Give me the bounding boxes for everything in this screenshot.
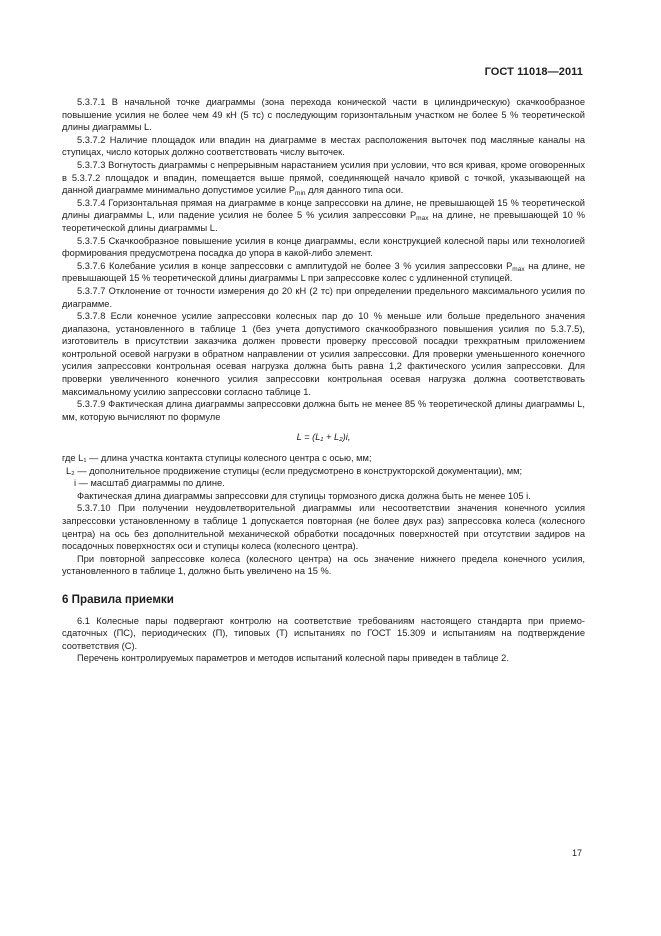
subscript-min: min <box>295 190 306 198</box>
paragraph-5-3-7-2: 5.3.7.2 Наличие площадок или впадин на диаграмме в местах расположения выточек под масляные каналы на ступицах, число которых должно соответствовать числу выточек. <box>62 134 585 158</box>
paragraph-5-3-7-8: 5.3.7.8 Если конечное усилие запрессовки колесных пар до 10 % меньше или больше предельного значения диапазона, установленного в таблице 1 (без учета допустимого скачкообразного повышения усилия по 5.3.7.5), изготовитель в присутствии заказчика должен провести проверку прессовой посадки трехкратным приложением контрольной осевой нагрузки в обратном направлении от усилия запрессовки. Для проверки уменьшенного конечного усилия запрессовки контрольная осевая нагрузка должна быть равна 1,2 фактического усилия запрессовки. Для проверки увеличенного конечного усилия запрессовки контрольная осевая нагрузка должна соответствовать максимальному усилию запрессовки согласно таблице 1. <box>62 311 585 397</box>
definition-text: дополнительное продвижение ступицы (если предусмотрено в конструкторской документации), мм; <box>89 465 523 476</box>
paragraph-text: 5.3.7.6 Колебание усилия в конце запрессовки с амплитудой не более 3 % усилия запрессовки P <box>77 260 513 271</box>
definition-label: L₂ — <box>66 465 90 476</box>
section-6-heading: 6 Правила приемки <box>62 592 174 606</box>
page-content <box>62 96 585 665</box>
length-formula: L = (L₁ + L₂)i, <box>296 432 351 443</box>
paragraph-text: для данного типа оси. <box>305 185 404 196</box>
subscript-max: max <box>416 215 429 223</box>
definition-l2 <box>62 465 585 478</box>
definition-l1 <box>62 452 585 465</box>
definition-label: где L₁ — <box>62 453 101 464</box>
paragraph-5-3-7-6 <box>62 260 585 285</box>
paragraph-text: 5.3.7.4 Горизонтальная прямая на диаграмме в конце запрессовки на длине, не превышающей 15 % теоретической длины диаграммы L, или падение усилия не более 5 % усилия запрессовки P <box>62 197 585 221</box>
definition-text: длина участка контакта ступицы колесного центра с осью, мм; <box>100 453 372 464</box>
paragraph-5-3-7-4 <box>62 197 585 235</box>
paragraph-text: на длине, не превышающей 10 % теоретической длины диаграммы L. <box>62 210 586 233</box>
paragraph-table-2-ref: Перечень контролируемых параметров и методов испытаний колесной пары приведен в таблице 2. <box>77 653 509 664</box>
paragraph-6-1: 6.1 Колесные пары подвергают контролю на соответствие требованиям настоящего стандарта при приемо-сдаточных (ПС), периодических (П), типовых (Т) испытаниях по ГОСТ 15.309 и испытаниям на подтверждение соответствия (С). <box>62 615 585 651</box>
paragraph-5-3-7-10: 5.3.7.10 При получении неудовлетворительной диаграммы или несоответствии значения конечного усилия запрессовки установленному в таблице 1 допускается повторная (не более двух раз) запрессовка колеса (колесного центра) на ось без дополнительной механической обработки посадочных поверхностей при отсутствии задиров на посадочных поверхностях оси и ступицы колеса (колесного центра). <box>62 503 585 552</box>
definition-label: i — <box>74 478 91 489</box>
paragraph-5-3-7-3 <box>62 159 585 197</box>
paragraph-5-3-7-1: 5.3.7.1 В начальной точке диаграммы (зона перехода конической части в цилиндрическую) скачкообразное повышение усилия не более чем 49 кН (5 тс) с последующим горизонтальным участком не более 5 % теоретической длины диаграммы L. <box>62 97 585 133</box>
definition-text: масштаб диаграммы по длине. <box>90 478 225 489</box>
paragraph-5-3-7-9: 5.3.7.9 Фактическая длина диаграммы запрессовки должна быть не менее 85 % теоретической длины диаграммы L, мм, которую вычисляют по формуле <box>62 399 585 422</box>
document-code-header: ГОСТ 11018—2011 <box>484 66 583 78</box>
paragraph-brake-disc: Фактическая длина диаграммы запрессовки для ступицы тормозного диска должна быть не менее 105 i. <box>77 490 531 501</box>
subscript-max: max <box>512 265 525 273</box>
page-number: 17 <box>571 848 582 858</box>
paragraph-text: 5.3.7.3 Вогнутость диаграммы с непрерывным нарастанием усилия при условии, что вся кривая, кроме оговоренных в 5.3.7.2 площадок и впадин, помещается выше прямой, соединяющей начало кривой с точкой, указывающей на данной диаграмме минимально допустимое усилие P <box>62 159 585 196</box>
paragraph-5-3-7-7: 5.3.7.7 Отклонение от точности измерения до 20 кН (2 тс) при определении предельного максимального усилия по диаграмме. <box>62 285 585 309</box>
paragraph-5-3-7-5: 5.3.7.5 Скачкообразное повышение усилия в конце диаграммы, если конструкцией колесной пары или технологией формирования предусмотрена посадка до упора в какой-либо элемент. <box>62 235 585 259</box>
paragraph-text: на длине, не превышающей 15 % теоретической длины диаграммы L при запрессовке колес с удлиненной ступицей. <box>62 260 586 284</box>
paragraph-repeat-press: При повторной запрессовке колеса (колесного центра) на ось значение нижнего предела конечного усилия, установленного в таблице 1, должно быть увеличено на 15 %. <box>62 553 585 577</box>
definition-i <box>62 477 585 490</box>
